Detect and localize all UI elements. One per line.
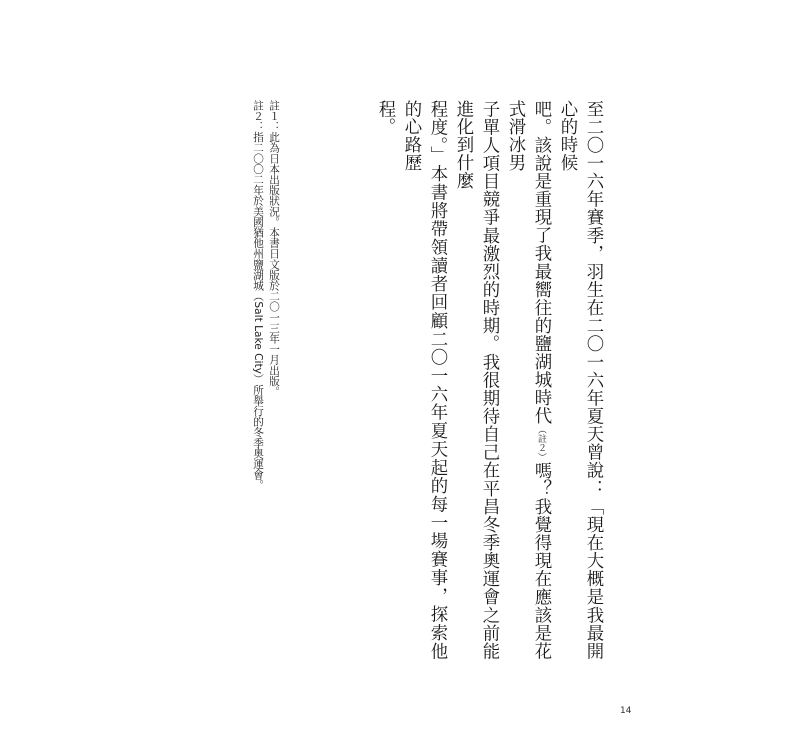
footnote-2-text-a: 註２：指二〇〇二年於美國猶他州鹽湖城（ xyxy=(252,100,264,302)
body-line-3: 子單人項目競爭最激烈的時期。我很期待自己在平昌冬季奧運會之前能進化到什麼 xyxy=(453,100,499,660)
body-line-2-cont: 嗎？我覺得現在應該是花式滑冰男 xyxy=(505,100,551,661)
footnotes xyxy=(250,100,282,540)
footnote-2-latin: Salt Lake City xyxy=(252,301,264,374)
body-line-2-text: 吧。該說是重現了我最嚮往的鹽湖城時代 xyxy=(531,100,551,425)
body-line-4: 程度。」本書將帶領讀者回顧二〇一六年夏天起的每一場賽事，探索他的心路歷 xyxy=(401,100,447,660)
body-line-5: 程。 xyxy=(375,100,395,136)
body-text xyxy=(372,100,606,660)
footnote-1: 註１：此為日本出版狀況。本書日文版於二〇一三年一月出版。 xyxy=(268,100,280,397)
body-line-2 xyxy=(502,100,554,660)
footnote-2-text-b: ）所舉行的冬季奧運會。 xyxy=(252,373,264,491)
footnote-2 xyxy=(250,100,266,540)
body-line-1: 至二〇一六年賽季，羽生在二〇一六年夏天曾說：「現在大概是我最開心的時候 xyxy=(557,100,603,660)
page-number: 14 xyxy=(620,706,632,716)
footnote-reference: （註２） xyxy=(536,424,546,462)
